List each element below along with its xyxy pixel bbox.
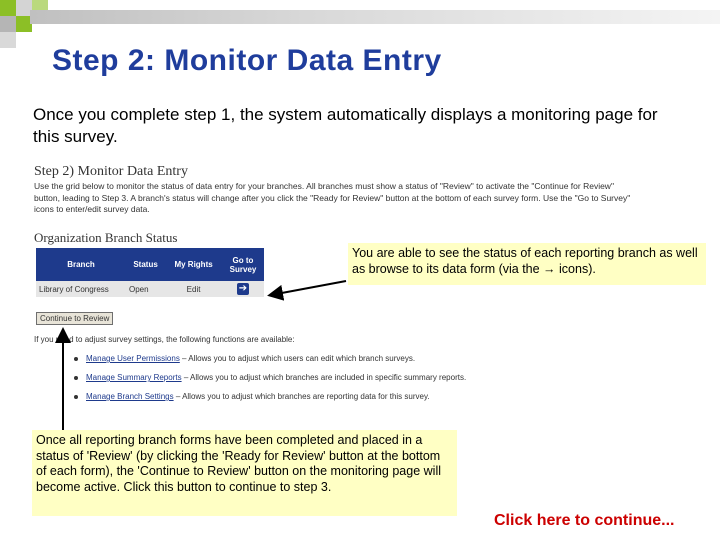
function-description: – Allows you to adjust which branches are included in specific summary reports.: [181, 373, 467, 382]
column-header-go-to-survey: Go to Survey: [222, 248, 264, 281]
function-description: – Allows you to adjust which users can edit which branch surveys.: [179, 354, 416, 363]
right-arrow-icon[interactable]: ➔: [238, 283, 248, 294]
branch-cell: Library of Congress: [36, 281, 126, 297]
settings-note: If you need to adjust survey settings, the following functions are available:: [34, 335, 295, 344]
screenshot-title: Step 2) Monitor Data Entry: [34, 164, 188, 179]
manage-user-permissions-link[interactable]: Manage User Permissions: [86, 354, 180, 363]
function-description: – Allows you to adjust which branches are reporting data for this survey.: [173, 392, 430, 401]
column-header-rights: My Rights: [165, 248, 222, 281]
continue-review-callout: Once all reporting branch forms have been completed and placed in a status of 'Review' (by clicking the 'Ready for Review' button at the bottom of each form), the 'Continue to Review' button on the monitoring page will become active. Click this button to continue to step 3.: [32, 430, 457, 516]
continue-to-review-button[interactable]: Continue to Review: [36, 312, 113, 325]
status-cell: Open: [126, 281, 165, 297]
rights-cell: Edit: [165, 281, 222, 297]
screenshot-description: Use the grid below to monitor the status of data entry for your branches. All branches must show a status of "Review" to activate the "Continue for Review" button, leading to Step 3. A branch's status will change after you click the "Ready for Review" button at the bottom of each survey form. Use the "Go to Survey" icons to enter/edit survey data.: [34, 181, 631, 214]
slide-title: Step 2: Monitor Data Entry: [52, 44, 442, 77]
column-header-branch: Branch: [36, 248, 126, 281]
branch-status-arrow: [271, 281, 346, 295]
manage-branch-settings-link[interactable]: Manage Branch Settings: [86, 392, 174, 401]
column-header-status: Status: [126, 248, 165, 281]
branch-status-callout: You are able to see the status of each reporting branch as well as browse to its data form (via the → icons).: [348, 243, 706, 285]
intro-text: Once you complete step 1, the system automatically displays a monitoring page for this survey.: [33, 105, 658, 146]
continue-link[interactable]: Click here to continue...: [494, 512, 675, 529]
branch-status-heading: Organization Branch Status: [34, 230, 178, 245]
manage-summary-reports-link[interactable]: Manage Summary Reports: [86, 373, 182, 382]
